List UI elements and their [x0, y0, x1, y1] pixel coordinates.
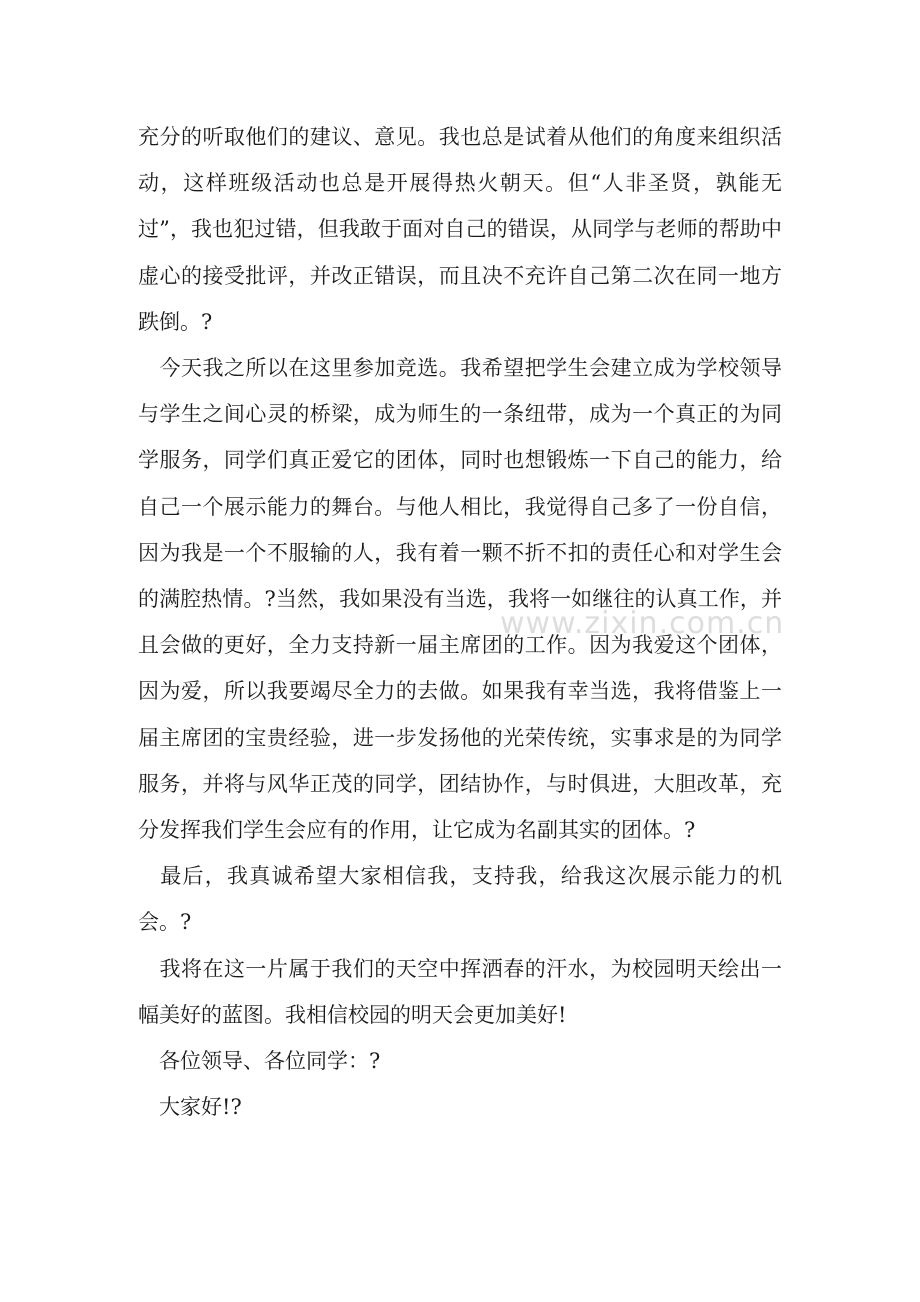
paragraph-3: 最后，我真诚希望大家相信我，支持我，给我这次展示能力的机会。?: [138, 864, 782, 935]
watermark: www.zixin.com.cn: [500, 606, 785, 641]
paragraph-6: 大家好!?: [138, 1095, 242, 1120]
paragraph-1: 充分的听取他们的建议、意见。我也总是试着从他们的角度来组织活动，这样班级活动也总是开展得热火朝天。但“人非圣贤，孰能无过”，我也犯过错，但我敢于面对自己的错误，从同学与老师的帮助中虚心的接受批评，并改正错误，而且决不充许自己第二次在同一地方跌倒。?: [138, 125, 782, 334]
paragraph-4: 我将在这一片属于我们的天空中挥洒春的汗水，为校园明天绘出一幅美好的蓝图。我相信校园的明天会更加美好!: [138, 956, 782, 1027]
document-body: [138, 114, 785, 1130]
paragraph-5: 各位领导、各位同学：?: [138, 1049, 381, 1074]
paragraph-2: 今天我之所以在这里参加竞选。我希望把学生会建立成为学校领导与学生之间心灵的桥梁，成为师生的一条纽带，成为一个真正的为同学服务，同学们真正爱它的团体，同时也想锻炼一下自己的能力，给自己一个展示能力的舞台。与他人相比，我觉得自己多了一份自信，因为我是一个不服输的人，我有着一颗不折不扣的责任心和对学生会的满腔热情。?当然，我如果没有当选，我将一如继往的认真工作，并且会做的更好，全力支持新一届主席团的工作。因为我爱这个团体，因为爱，所以我要竭尽全力的去做。如果我有幸当选，我将借鉴上一届主席团的宝贵经验，进一步发扬他的光荣传统，实事求是的为同学服务，并将与风华正茂的同学，团结协作，与时俱进，大胆改革，充分发挥我们学生会应有的作用，让它成为名副其实的团体。?: [138, 356, 782, 843]
